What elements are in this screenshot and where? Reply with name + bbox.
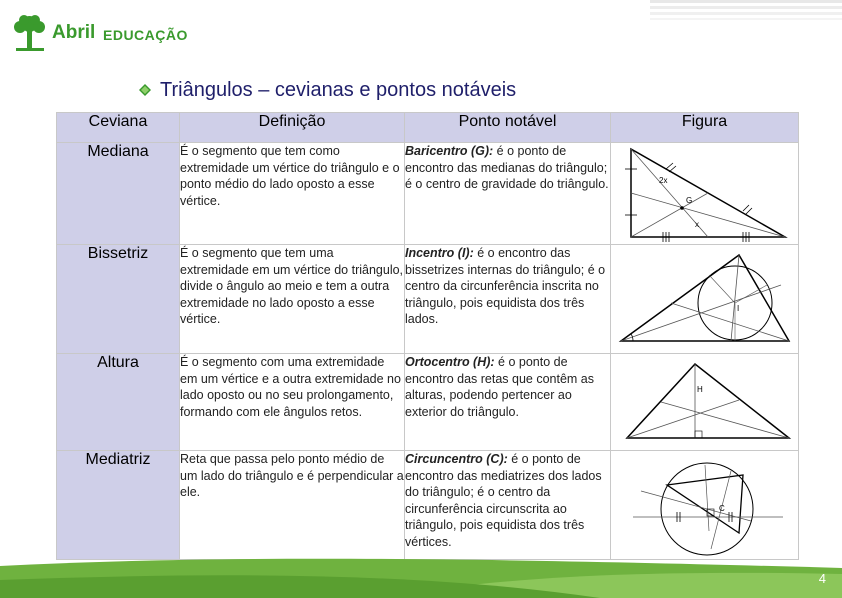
table-row <box>57 245 799 354</box>
point-label: Circuncentro (C): <box>405 452 508 466</box>
point-text: é o ponto de encontro das retas que contêm as alturas, podendo pertencer ao exterior do triângulo. <box>405 355 595 419</box>
header-ceviana: Ceviana <box>57 113 180 143</box>
cevianas-table <box>56 112 799 560</box>
point-label: Ortocentro (H): <box>405 355 495 369</box>
title-row <box>138 76 516 104</box>
point-text: é o ponto de encontro das medianas do triângulo; é o centro de gravidade do triângulo. <box>405 144 609 191</box>
point-label: Baricentro (G): <box>405 144 494 158</box>
brand-name: Abril <box>52 22 96 43</box>
figure-label: C <box>719 504 725 513</box>
top-decoration <box>650 0 842 22</box>
header-figura: Figura <box>611 113 799 143</box>
row-definition: Reta que passa pelo ponto médio de um lado do triângulo e é perpendicular a ele. <box>180 451 405 560</box>
figure-label: x <box>695 220 699 229</box>
figure-label: I <box>737 304 740 313</box>
figure-mediana <box>611 143 799 245</box>
figure-label: H <box>697 385 703 394</box>
perpendicular-bisector-figure <box>611 451 799 559</box>
table-row <box>57 451 799 560</box>
diamond-bullet-icon <box>138 83 152 97</box>
bisector-triangle-figure <box>611 245 799 353</box>
altitude-triangle-figure <box>611 354 799 450</box>
figure-label: 2x <box>659 176 668 185</box>
header-ponto-notavel: Ponto notável <box>405 113 611 143</box>
table-row <box>57 143 799 245</box>
row-name-bissetriz: Bissetriz <box>57 245 180 354</box>
row-name-mediana: Mediana <box>57 143 180 245</box>
row-definition: É o segmento que tem como extremidade um vértice do triângulo e o ponto médio do lado oposto a esse vértice. <box>180 143 405 245</box>
point-label: Incentro (I): <box>405 246 474 260</box>
brand-division: EDUCAÇÃO <box>103 27 188 43</box>
row-point <box>405 245 611 354</box>
row-point <box>405 451 611 560</box>
figure-mediatriz <box>611 451 799 560</box>
row-name-mediatriz: Mediatriz <box>57 451 180 560</box>
page-number: 4 <box>818 571 826 586</box>
row-point <box>405 143 611 245</box>
abril-tree-logo-icon <box>10 12 50 52</box>
row-name-altura: Altura <box>57 354 180 451</box>
row-definition: É o segmento que tem uma extremidade em um vértice do triângulo, divide o ângulo ao meio e tem a outra extremidade no lado oposto a esse vértice. <box>180 245 405 354</box>
figure-altura <box>611 354 799 451</box>
point-text: é o encontro das bissetrizes internas do triângulo; é o centro da circunferência inscrita no triângulo, pois equidista dos três lados. <box>405 246 606 326</box>
row-point <box>405 354 611 451</box>
row-definition: É o segmento com uma extremidade em um vértice e a outra extremidade no lado oposto ou no seu prolongamento, formando com ele ângulos retos. <box>180 354 405 451</box>
table-row <box>57 354 799 451</box>
table-header-row <box>57 113 799 143</box>
footer-wave-banner <box>0 556 842 598</box>
point-text: é o ponto de encontro das mediatrizes dos lados do triângulo; é o centro da circunferência circunscrita ao triângulo, pois equidista dos três vértices. <box>405 452 602 549</box>
figure-bissetriz <box>611 245 799 354</box>
header-definicao: Definição <box>180 113 405 143</box>
median-triangle-figure <box>611 143 799 244</box>
slide-title: Triângulos – cevianas e pontos notáveis <box>160 78 517 101</box>
figure-label: G <box>686 196 693 205</box>
